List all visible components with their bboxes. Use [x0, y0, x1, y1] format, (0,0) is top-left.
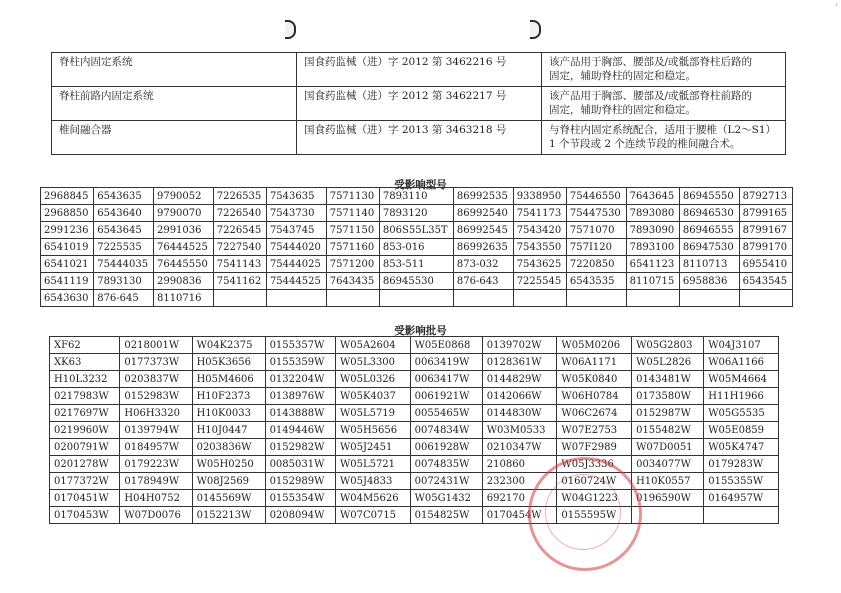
table-cell: 6958836: [679, 273, 739, 290]
table-cell: W05J4833: [335, 473, 410, 490]
table-cell: [679, 290, 739, 307]
table-cell: H04H0752: [120, 490, 192, 507]
table-cell: 0155482W: [632, 422, 704, 439]
table-cell: 0061928W: [410, 439, 482, 456]
table-row: [50, 439, 779, 456]
table-cell: 0143481W: [632, 371, 704, 388]
table-cell: W06C2674: [557, 405, 632, 422]
table-cell: 7226545: [213, 222, 266, 239]
table-cell: 76444525: [153, 239, 213, 256]
table-cell: 0218001W: [120, 337, 192, 354]
table-row: [52, 87, 786, 121]
table-cell: 0177373W: [120, 354, 192, 371]
table-cell: 6543630: [41, 290, 94, 307]
table-cell: W05G1432: [410, 490, 482, 507]
table-cell: 0219960W: [50, 422, 120, 439]
table-cell: 7643435: [326, 273, 379, 290]
table-row: [41, 205, 793, 222]
table-cell: H10K0557: [632, 473, 704, 490]
table-cell: 8110713: [679, 256, 739, 273]
table-cell: 8110716: [153, 290, 213, 307]
intended-use: 该产品用于胸部、腰部及/或骶部脊柱前路的 固定，辅助脊柱的固定和稳定。: [542, 87, 786, 121]
table-cell: 7571150: [326, 222, 379, 239]
table-cell: 0217983W: [50, 388, 120, 405]
table-row: [50, 507, 779, 524]
table-cell: 0132204W: [265, 371, 335, 388]
affected-batches-table: [49, 336, 779, 524]
table-cell: 0178949W: [120, 473, 192, 490]
intended-use: 与脊柱内固定系统配合，适用于腰椎（L2～S1） 1 个节段或 2 个连续节段的椎间融合术。: [542, 121, 786, 155]
table-cell: 7893120: [379, 205, 453, 222]
table-cell: 9790052: [153, 188, 213, 205]
table-cell: 7225535: [94, 239, 154, 256]
table-cell: W04J3107: [704, 337, 779, 354]
table-cell: W05K4037: [335, 388, 410, 405]
table-row: [50, 388, 779, 405]
table-cell: 7543550: [513, 239, 566, 256]
table-cell: [453, 290, 513, 307]
table-cell: 7893110: [379, 188, 453, 205]
punch-hole-right: [530, 20, 541, 39]
table-cell: W04G1223: [557, 490, 632, 507]
table-cell: W05L5719: [335, 405, 410, 422]
table-cell: 86946530: [679, 205, 739, 222]
table-cell: 7571130: [326, 188, 379, 205]
table-cell: 6541123: [626, 256, 679, 273]
table-row: [50, 371, 779, 388]
punch-hole-left: [285, 20, 296, 39]
table-cell: [566, 290, 626, 307]
table-cell: 0201278W: [50, 456, 120, 473]
table-cell: 0055465W: [410, 405, 482, 422]
table-row: [41, 188, 793, 205]
table-cell: 210860: [482, 456, 557, 473]
table-cell: 0142066W: [482, 388, 557, 405]
table-cell: W05J3336: [557, 456, 632, 473]
table-cell: 86992635: [453, 239, 513, 256]
registration-table: [51, 52, 786, 155]
table-cell: 8799165: [739, 205, 792, 222]
table-cell: W05K4747: [704, 439, 779, 456]
table-cell: 7543730: [266, 205, 326, 222]
table-cell: 2991236: [41, 222, 94, 239]
table-cell: W05J2451: [335, 439, 410, 456]
product-name: 脊柱内固定系统: [52, 53, 297, 87]
table-cell: W07D0051: [632, 439, 704, 456]
table-cell: 0144830W: [482, 405, 557, 422]
table-cell: 6543635: [94, 188, 154, 205]
table-cell: 7893100: [626, 239, 679, 256]
table-cell: 0170453W: [50, 507, 120, 524]
table-cell: 0063419W: [410, 354, 482, 371]
table-cell: W05G2803: [632, 337, 704, 354]
table-cell: 86992540: [453, 205, 513, 222]
table-cell: [326, 290, 379, 307]
table-cell: W05A2604: [335, 337, 410, 354]
table-cell: 806S55L35T: [379, 222, 453, 239]
table-cell: 6541119: [41, 273, 94, 290]
product-name: 椎间融合器: [52, 121, 297, 155]
table-cell: 0196590W: [632, 490, 704, 507]
table-cell: 7227540: [213, 239, 266, 256]
table-cell: 7571200: [326, 256, 379, 273]
table-cell: 873-032: [453, 256, 513, 273]
registration-number: 国食药监械（进）字 2013 第 3463218 号: [297, 121, 542, 155]
table-row: [41, 222, 793, 239]
table-cell: [632, 507, 704, 524]
table-cell: 0173580W: [632, 388, 704, 405]
table-cell: 75444025: [266, 256, 326, 273]
table-cell: 6541019: [41, 239, 94, 256]
table-cell: 0179223W: [120, 456, 192, 473]
table-row: [41, 239, 793, 256]
table-row: [41, 256, 793, 273]
table-cell: 0149446W: [265, 422, 335, 439]
company-seal: [528, 457, 642, 571]
table-cell: 75444035: [94, 256, 154, 273]
table-cell: 6543645: [94, 222, 154, 239]
table-cell: 7543625: [513, 256, 566, 273]
table-cell: 0061921W: [410, 388, 482, 405]
table-cell: W07C0715: [335, 507, 410, 524]
table-cell: 0154825W: [410, 507, 482, 524]
table-cell: 7225545: [513, 273, 566, 290]
table-row: [50, 354, 779, 371]
table-cell: 7541173: [513, 205, 566, 222]
table-cell: W05K0840: [557, 371, 632, 388]
table-cell: 86945550: [679, 188, 739, 205]
table-cell: W05E0868: [410, 337, 482, 354]
table-cell: W05H5656: [335, 422, 410, 439]
table-cell: 0128361W: [482, 354, 557, 371]
table-cell: 7543420: [513, 222, 566, 239]
table-cell: W06H0784: [557, 388, 632, 405]
table-cell: W05L0326: [335, 371, 410, 388]
table-cell: 7893080: [626, 205, 679, 222]
table-cell: H10J0447: [192, 422, 265, 439]
table-cell: XK63: [50, 354, 120, 371]
table-cell: 0145569W: [192, 490, 265, 507]
table-cell: 9338950: [513, 188, 566, 205]
table-cell: 757I120: [566, 239, 626, 256]
table-cell: 86992545: [453, 222, 513, 239]
table-cell: H10F2373: [192, 388, 265, 405]
table-cell: 7226535: [213, 188, 266, 205]
table-cell: 6543545: [739, 273, 792, 290]
table-row: [41, 290, 793, 307]
table-row: [50, 337, 779, 354]
table-cell: 0074834W: [410, 422, 482, 439]
table-cell: H05K3656: [192, 354, 265, 371]
table-cell: [626, 290, 679, 307]
table-cell: 7893130: [94, 273, 154, 290]
table-row: [50, 456, 779, 473]
table-cell: 0144829W: [482, 371, 557, 388]
table-cell: [266, 290, 326, 307]
corner-mark: ': [835, 3, 838, 13]
table-cell: 9790070: [153, 205, 213, 222]
table-cell: W07D0076: [120, 507, 192, 524]
table-cell: 8792713: [739, 188, 792, 205]
table-cell: H11H1966: [704, 388, 779, 405]
table-cell: 0203837W: [120, 371, 192, 388]
table-row: [50, 473, 779, 490]
table-cell: 0085031W: [265, 456, 335, 473]
table-cell: [513, 290, 566, 307]
table-cell: 76445550: [153, 256, 213, 273]
table-cell: XF62: [50, 337, 120, 354]
table-cell: 0139702W: [482, 337, 557, 354]
table-cell: H06H3320: [120, 405, 192, 422]
table-cell: 0074835W: [410, 456, 482, 473]
table-cell: 853-016: [379, 239, 453, 256]
table-cell: 7571140: [326, 205, 379, 222]
table-cell: [379, 290, 453, 307]
table-cell: 7571160: [326, 239, 379, 256]
table-cell: W05E0859: [704, 422, 779, 439]
table-cell: 7543635: [266, 188, 326, 205]
table-cell: W06A1171: [557, 354, 632, 371]
table-cell: 876-645: [94, 290, 154, 307]
table-cell: 0203836W: [192, 439, 265, 456]
table-cell: 7543745: [266, 222, 326, 239]
table-row: [52, 121, 786, 155]
table-cell: 0210347W: [482, 439, 557, 456]
table-cell: 0155357W: [265, 337, 335, 354]
table-cell: 75447530: [566, 205, 626, 222]
table-cell: 7541143: [213, 256, 266, 273]
registration-number: 国食药监械（进）字 2012 第 3462216 号: [297, 53, 542, 87]
product-name: 脊柱前路内固定系统: [52, 87, 297, 121]
table-cell: W04M5626: [335, 490, 410, 507]
table-cell: W05H0250: [192, 456, 265, 473]
table-cell: 0138976W: [265, 388, 335, 405]
table-cell: 853-511: [379, 256, 453, 273]
table-cell: H10L3232: [50, 371, 120, 388]
table-cell: 0179283W: [704, 456, 779, 473]
table-cell: 8799167: [739, 222, 792, 239]
table-cell: 0155595W: [557, 507, 632, 524]
table-cell: 6543640: [94, 205, 154, 222]
table-cell: 0155355W: [704, 473, 779, 490]
table-cell: 0152213W: [192, 507, 265, 524]
table-cell: 2991036: [153, 222, 213, 239]
table-cell: H05M4606: [192, 371, 265, 388]
table-cell: W07E2753: [557, 422, 632, 439]
table-cell: 0152987W: [632, 405, 704, 422]
table-cell: 6543535: [566, 273, 626, 290]
table-cell: W04K2375: [192, 337, 265, 354]
table-row: [50, 405, 779, 422]
table-cell: 0034077W: [632, 456, 704, 473]
table-cell: 0160724W: [557, 473, 632, 490]
table-cell: 2968850: [41, 205, 94, 222]
table-cell: 0152989W: [265, 473, 335, 490]
registration-number: 国食药监械（进）字 2012 第 3462217 号: [297, 87, 542, 121]
table-cell: [739, 290, 792, 307]
table-cell: 7220850: [566, 256, 626, 273]
table-cell: 86945530: [379, 273, 453, 290]
table-cell: 8110715: [626, 273, 679, 290]
intended-use: 该产品用于胸部、腰部及/或骶部脊柱后路的 固定，辅助脊柱的固定和稳定。: [542, 53, 786, 87]
table-cell: 2990836: [153, 273, 213, 290]
table-cell: W05L2826: [632, 354, 704, 371]
table-cell: 2968845: [41, 188, 94, 205]
table-cell: W05M4664: [704, 371, 779, 388]
table-cell: 75446550: [566, 188, 626, 205]
table-cell: W05L5721: [335, 456, 410, 473]
table-cell: [704, 507, 779, 524]
table-row: [52, 53, 786, 87]
table-cell: H10K0033: [192, 405, 265, 422]
table-cell: 0170451W: [50, 490, 120, 507]
table-cell: 692170: [482, 490, 557, 507]
table-cell: 0139794W: [120, 422, 192, 439]
table-cell: 232300: [482, 473, 557, 490]
table-cell: W05M0206: [557, 337, 632, 354]
table-cell: 0164957W: [704, 490, 779, 507]
table-cell: 0152982W: [265, 439, 335, 456]
table-cell: 0143888W: [265, 405, 335, 422]
table-cell: 0208094W: [265, 507, 335, 524]
table-cell: W05G5535: [704, 405, 779, 422]
table-cell: 0170454W: [482, 507, 557, 524]
table-cell: 0184957W: [120, 439, 192, 456]
table-cell: 0155359W: [265, 354, 335, 371]
table-cell: 0155354W: [265, 490, 335, 507]
table-row: [41, 273, 793, 290]
table-cell: 7893090: [626, 222, 679, 239]
table-row: [50, 490, 779, 507]
table-cell: 6955410: [739, 256, 792, 273]
table-cell: W05L3300: [335, 354, 410, 371]
table-cell: 0152983W: [120, 388, 192, 405]
table-cell: [213, 290, 266, 307]
table-cell: 6541021: [41, 256, 94, 273]
table-cell: 86946555: [679, 222, 739, 239]
table-cell: W03M0533: [482, 422, 557, 439]
models-title: 受影响型号: [394, 179, 447, 191]
table-cell: 0200791W: [50, 439, 120, 456]
table-row: [50, 422, 779, 439]
affected-models-table: [40, 187, 793, 307]
table-cell: 75444020: [266, 239, 326, 256]
table-cell: W06A1166: [704, 354, 779, 371]
table-cell: 7226540: [213, 205, 266, 222]
table-cell: 86947530: [679, 239, 739, 256]
table-cell: 7571070: [566, 222, 626, 239]
table-cell: 876-643: [453, 273, 513, 290]
table-cell: 0217697W: [50, 405, 120, 422]
table-cell: 8799170: [739, 239, 792, 256]
table-cell: 75444525: [266, 273, 326, 290]
batches-title: 受影响批号: [394, 325, 447, 337]
table-cell: 0072431W: [410, 473, 482, 490]
table-cell: 86992535: [453, 188, 513, 205]
table-cell: 7541162: [213, 273, 266, 290]
table-cell: 0177372W: [50, 473, 120, 490]
table-cell: W07F2989: [557, 439, 632, 456]
table-cell: W08J2569: [192, 473, 265, 490]
table-cell: 7643645: [626, 188, 679, 205]
table-cell: 0063417W: [410, 371, 482, 388]
